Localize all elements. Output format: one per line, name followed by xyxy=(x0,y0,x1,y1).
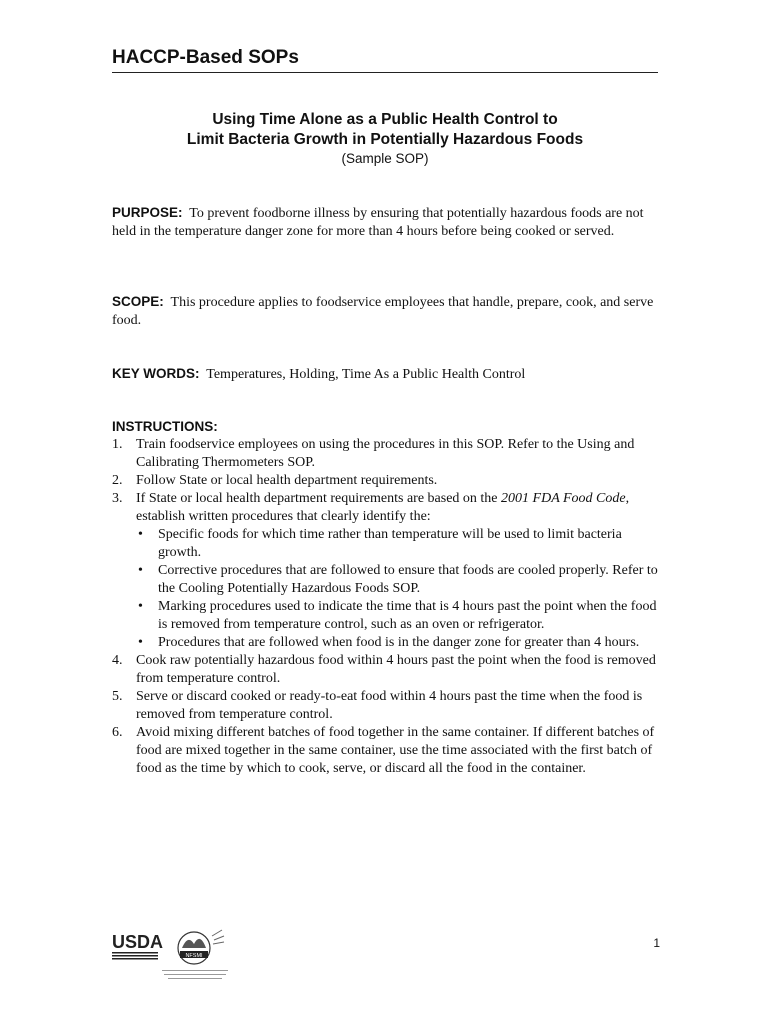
document-title-block xyxy=(112,110,658,168)
key-words-section xyxy=(112,365,658,384)
step-text-after: , establish written procedures that clearly identify the: xyxy=(136,491,630,524)
bullet-item xyxy=(136,562,658,598)
purpose-text: To prevent foodborne illness by ensuring that potentially hazardous foods are not held in the temperature danger zone for more than 4 hours before being cooked or served. xyxy=(112,206,644,239)
step-number: 6. xyxy=(112,725,123,740)
usda-logo-text: USDA xyxy=(112,932,164,952)
list-item xyxy=(112,436,658,472)
step-text: Serve or discard cooked or ready-to-eat food within 4 hours past the time when the food is removed from temperature control. xyxy=(136,689,643,722)
list-item xyxy=(112,652,658,688)
purpose-section xyxy=(112,204,658,241)
key-words-text: Temperatures, Holding, Time As a Public Health Control xyxy=(206,367,526,382)
bullet-icon: • xyxy=(138,563,143,578)
usda-logo xyxy=(112,926,242,986)
list-item xyxy=(112,688,658,724)
sub-bullet-list xyxy=(136,526,658,652)
instructions-list xyxy=(112,436,658,778)
page-header xyxy=(112,46,658,73)
bullet-item xyxy=(136,598,658,634)
step-text-italic: 2001 FDA Food Code xyxy=(501,491,626,506)
bullet-text: Corrective procedures that are followed to ensure that foods are cooled properly. Refer to the Cooling Potentially Hazardous Foods SOP. xyxy=(158,563,658,596)
bullet-text: Marking procedures used to indicate the time that is 4 hours past the point when the food is removed from temperature control, such as an oven or refrigerator. xyxy=(158,599,657,632)
scope-label: SCOPE: xyxy=(112,294,164,309)
step-text: Cook raw potentially hazardous food within 4 hours past the point when the food is removed from temperature control. xyxy=(136,653,656,686)
bullet-item xyxy=(136,634,658,652)
header-title: HACCP-Based SOPs xyxy=(112,47,299,68)
title-line-2: Limit Bacteria Growth in Potentially Hazardous Foods xyxy=(186,131,584,148)
step-text-before: If State or local health department requirements are based on the xyxy=(136,491,502,506)
scope-text: This procedure applies to foodservice employees that handle, prepare, cook, and serve food. xyxy=(112,295,654,328)
title-line-1: Using Time Alone as a Public Health Control to xyxy=(212,111,558,128)
purpose-label: PURPOSE: xyxy=(112,205,183,220)
step-number: 4. xyxy=(112,653,123,668)
instructions-label: INSTRUCTIONS: xyxy=(112,419,218,434)
bullet-icon: • xyxy=(138,635,143,650)
page-number: 1 xyxy=(653,936,660,950)
step-number: 3. xyxy=(112,491,123,506)
nfsmi-logo xyxy=(162,930,228,979)
step-number: 2. xyxy=(112,473,123,488)
bullet-text: Procedures that are followed when food is in the danger zone for greater than 4 hours. xyxy=(158,635,640,650)
nfsmi-logo-text: NFSMI xyxy=(185,953,203,959)
bullet-icon: • xyxy=(138,527,143,542)
subtitle: (Sample SOP) xyxy=(341,151,429,166)
footer-logos xyxy=(112,926,242,986)
step-number: 5. xyxy=(112,689,123,704)
list-item xyxy=(112,472,658,490)
list-item xyxy=(112,724,658,778)
key-words-label: KEY WORDS: xyxy=(112,366,200,381)
step-number: 1. xyxy=(112,437,123,452)
step-text: Avoid mixing different batches of food together in the same container. If different batches of food are mixed together in the same container, use the time associated with the first batch of food as the time by which to cook, serve, or discard all the food in the container. xyxy=(136,725,655,776)
bullet-icon: • xyxy=(138,599,143,614)
bullet-text: Specific foods for which time rather than temperature will be used to limit bacteria growth. xyxy=(158,527,622,560)
list-item xyxy=(112,490,658,652)
instructions-section xyxy=(112,418,658,778)
scope-section xyxy=(112,293,658,330)
step-text: Train foodservice employees on using the procedures in this SOP. Refer to the Using and Calibrating Thermometers SOP. xyxy=(136,437,635,470)
step-text: Follow State or local health department requirements. xyxy=(136,473,438,488)
bullet-item xyxy=(136,526,658,562)
